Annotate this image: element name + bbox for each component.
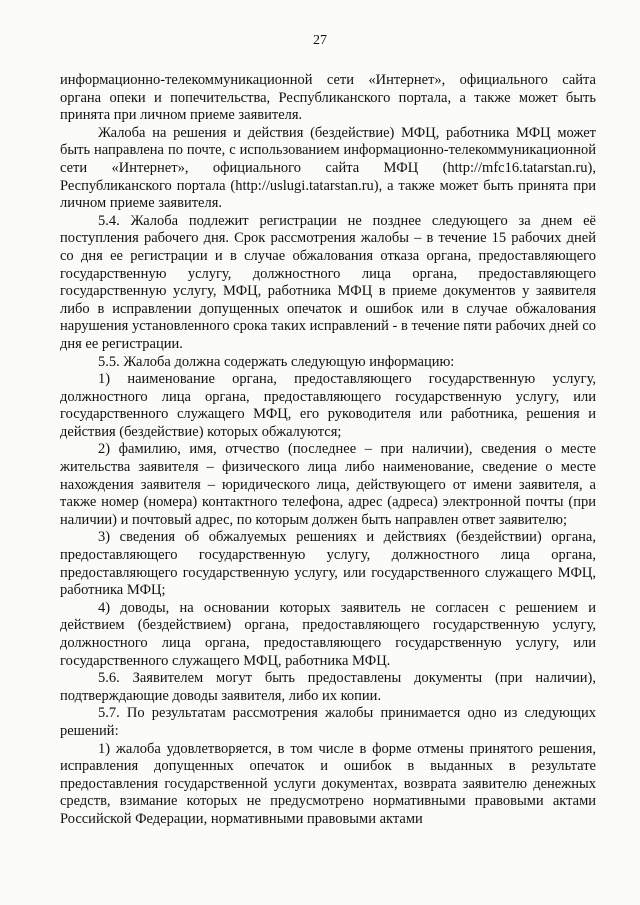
- paragraph-continuation: информационно-телекоммуникационной сети «Интернет», официального сайта органа опеки и попечительства, Республиканского портала, а также может быть принята при личном приеме заявителя.: [60, 72, 596, 124]
- paragraph-5-4: 5.4. Жалоба подлежит регистрации не позднее следующего за днем её поступления рабочего дня. Срок рассмотрения жалобы – в течение 15 рабочих дней со дня ее регистрации и в случае обжалования отказа органа, предоставляющего государственную услугу, должностного лица органа, предоставляющего государственную услугу, МФЦ, работника МФЦ в приеме документов у заявителя либо в исправлении допущенных опечаток и ошибок или в случае обжалования нарушения установленного срока таких исправлений - в течение пяти рабочих дней со дня ее регистрации.: [60, 212, 596, 352]
- paragraph-5-5: 5.5. Жалоба должна содержать следующую информацию:: [98, 353, 455, 370]
- list-item-5-5-3: 3) сведения об обжалуемых решениях и действиях (бездействии) органа, предоставляющего государственную услугу, должностного лица органа, предоставляющего государственную услугу, или государственного служащего МФЦ, работника МФЦ;: [60, 529, 596, 599]
- list-item-5-5-4: 4) доводы, на основании которых заявитель не согласен с решением и действием (бездействием) органа, предоставляющего государственную услугу, должностного лица органа, предоставляющего государственную услугу, или государственного служащего МФЦ, работника МФЦ.: [60, 599, 596, 669]
- body-text: [60, 72, 596, 829]
- list-item-5-7-1: 1) жалоба удовлетворяется, в том числе в форме отмены принятого решения, исправления допущенных опечаток и ошибок в выданных в результате предоставления государственной услуги документах, возврата заявителю денежных средств, взимание которых не предусмотрено нормативными правовыми актами Российской Федерации, нормативными правовыми актами: [60, 740, 596, 827]
- paragraph-mfc-complaint: Жалоба на решения и действия (бездействие) МФЦ, работника МФЦ может быть направлена по почте, с использованием информационно-телекоммуникационной сети «Интернет», официального сайта МФЦ (http://mfc16.tatarstan.ru), Республиканского портала (http://uslugi.tatarstan.ru), а также может быть принята при личном приеме заявителя.: [60, 124, 596, 212]
- paragraph-5-6: 5.6. Заявителем могут быть предоставлены документы (при наличии), подтверждающие доводы заявителя, либо их копии.: [60, 670, 596, 704]
- list-item-5-5-2: 2) фамилию, имя, отчество (последнее – при наличии), сведения о месте жительства заявителя – физического лица либо наименование, сведение о месте нахождения заявителя – юридического лица, действующего от имени заявителя, а также номер (номера) контактного телефона, адрес (адреса) электронной почты (при наличии) и почтовый адрес, по которым должен быть направлен ответ заявителю;: [60, 441, 596, 528]
- list-item-5-5-1: 1) наименование органа, предоставляющего государственную услугу, должностного лица органа, предоставляющего государственную услугу, или государственного служащего МФЦ, его руководителя или работника, решения и действия (бездействие) которых обжалуются;: [60, 371, 596, 440]
- page-number: 27: [313, 33, 327, 48]
- paragraph-5-7: 5.7. По результатам рассмотрения жалобы принимается одно из следующих решений:: [60, 705, 596, 739]
